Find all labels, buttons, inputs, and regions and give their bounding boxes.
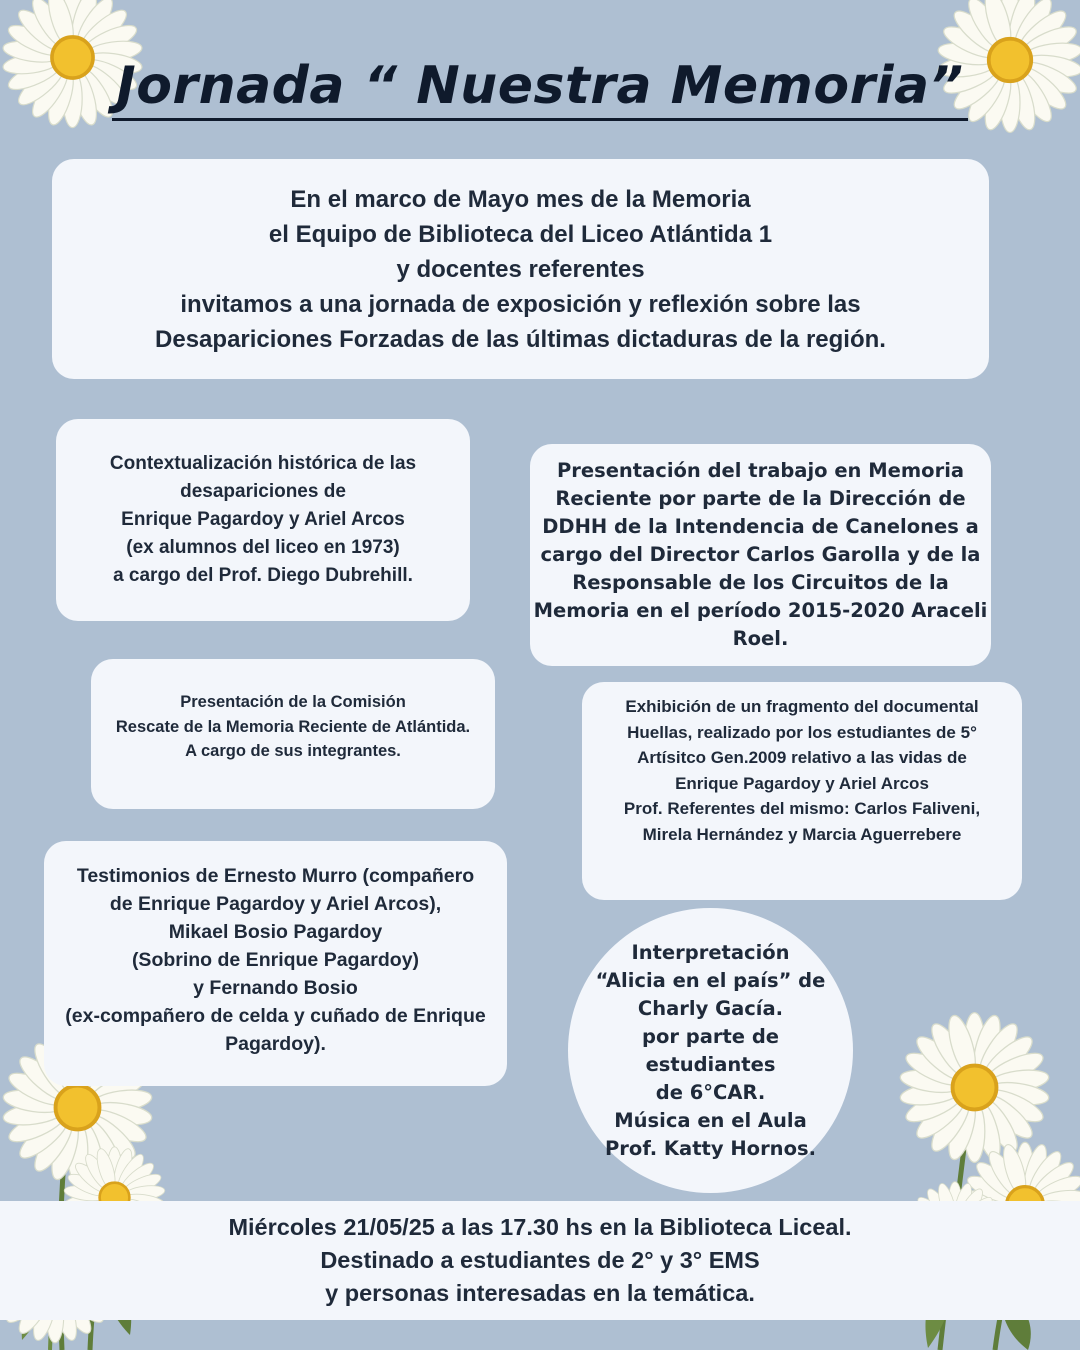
card-line: Charly Gacía. [637, 996, 784, 1020]
intro-line: invitamos a una jornada de exposición y reflexión sobre las [180, 290, 861, 318]
card-line: Huellas, realizado por los estudiantes de 5° [627, 722, 977, 742]
card-line: Prof. Katty Hornos. [605, 1136, 816, 1160]
card-line: DDHH de la Intendencia de Canelones a [542, 515, 979, 538]
card-line: Enrique Pagardoy y Ariel Arcos [675, 773, 929, 793]
card-line: A cargo de sus integrantes. [185, 742, 401, 761]
card-comision [91, 659, 495, 809]
card-line: Artísitco Gen.2009 relativo a las vidas de [637, 748, 967, 767]
card-documental [582, 682, 1022, 900]
card-line: (ex-compañero de celda y cuñado de Enrique [65, 1005, 486, 1027]
footer-line: y personas interesadas en la temática. [325, 1280, 755, 1306]
card-line: de Enrique Pagardoy y Ariel Arcos), [109, 893, 442, 915]
card-line: por parte de [641, 1024, 779, 1048]
card-line: Interpretación [631, 940, 790, 964]
card-line: Roel. [732, 627, 789, 650]
footer-line: Destinado a estudiantes de 2° y 3° EMS [320, 1247, 760, 1273]
card-line: “Alicia en el país” de [595, 968, 826, 992]
card-line: cargo del Director Carlos Garolla y de la [540, 543, 981, 566]
card-line: Música en el Aula [614, 1108, 807, 1132]
card-contextualizacion [56, 419, 470, 621]
card-line: Contextualización histórica de las [109, 453, 417, 474]
page-title [0, 56, 1080, 121]
card-line: Mirela Hernández y Marcia Aguerrebere [642, 824, 962, 844]
card-line: (Sobrino de Enrique Pagardoy) [131, 949, 420, 971]
card-line: Rescate de la Memoria Reciente de Atlántida. [115, 717, 471, 736]
intro-line: Desapariciones Forzadas de las últimas dictaduras de la región. [155, 325, 886, 353]
card-line: (ex alumnos del liceo en 1973) [126, 537, 400, 558]
card-line: Responsable de los Circuitos de la [572, 571, 949, 594]
footer-band [0, 1201, 1080, 1320]
card-line: y Fernando Bosio [193, 977, 358, 999]
card-line: Presentación de la Comisión [180, 693, 406, 712]
card-line: de 6°CAR. [655, 1080, 766, 1104]
card-line: Enrique Pagardoy y Ariel Arcos [121, 509, 405, 530]
card-line: Exhibición de un fragmento del documental [625, 697, 979, 716]
card-line: estudiantes [645, 1052, 776, 1076]
card-line: Pagardoy). [225, 1033, 326, 1055]
page-title-text: Jornada “ Nuestra Memoria” [112, 56, 967, 121]
intro-box [52, 159, 989, 379]
intro-line: y docentes referentes [396, 255, 645, 283]
footer-line: Miércoles 21/05/25 a las 17.30 hs en la Biblioteca Liceal. [228, 1214, 852, 1240]
card-line: Reciente por parte de la Dirección de [555, 487, 966, 510]
card-line: desapariciones de [180, 481, 346, 502]
intro-line: En el marco de Mayo mes de la Memoria [290, 185, 751, 213]
card-line: Prof. Referentes del mismo: Carlos Faliveni, [623, 799, 981, 818]
card-line: Mikael Bosio Pagardoy [168, 921, 383, 943]
card-interpretacion-circle [568, 908, 853, 1193]
card-line: Testimonios de Ernesto Murro (compañero [76, 865, 475, 887]
card-line: Memoria en el período 2015-2020 Araceli [533, 599, 988, 622]
intro-line: el Equipo de Biblioteca del Liceo Atlántida 1 [268, 220, 773, 248]
card-line: Presentación del trabajo en Memoria [556, 459, 965, 482]
card-testimonios [44, 841, 507, 1086]
card-line: a cargo del Prof. Diego Dubrehill. [113, 565, 413, 586]
card-presentacion-trabajo [530, 444, 991, 666]
